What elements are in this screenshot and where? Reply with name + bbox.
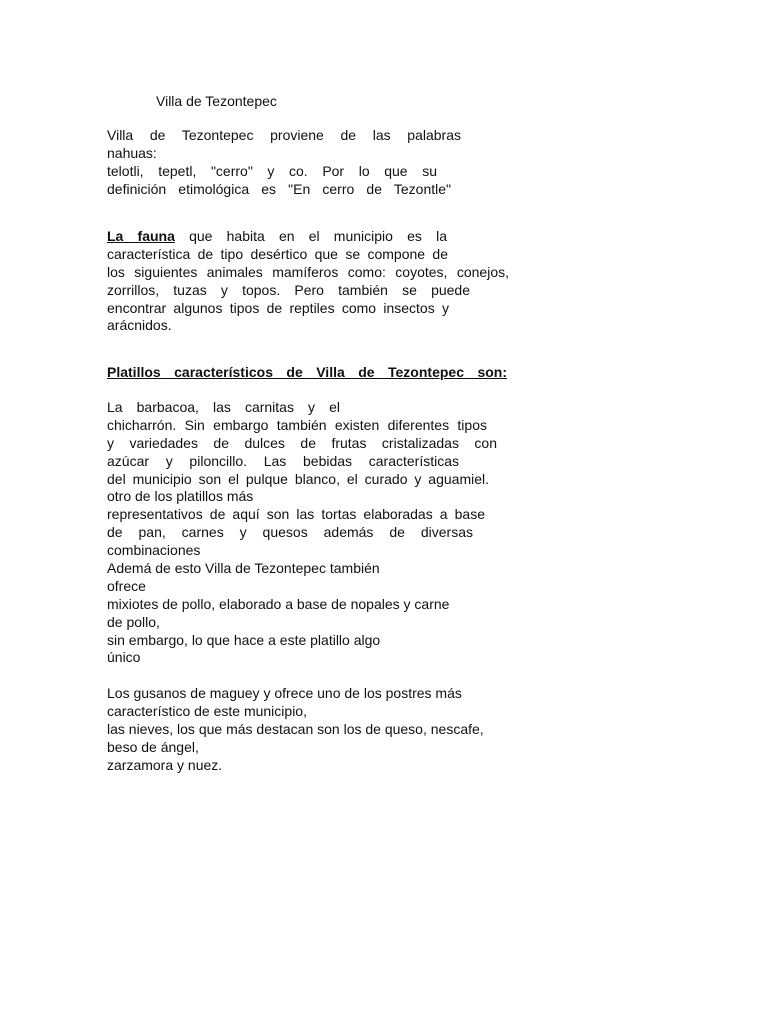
text-line: zarzamora y nuez. — [107, 756, 223, 773]
text-line: sin embargo, lo que hace a este platillo algo — [107, 631, 381, 648]
text-line: Ademá de esto Villa de Tezontepec también — [107, 560, 380, 577]
dishes-heading-block — [107, 364, 507, 382]
text-line: nahuas: — [107, 144, 157, 161]
text-line: encontrar algunos tipos de reptiles como insectos y — [107, 299, 449, 316]
text-line: característica de tipo desértico que se compone de — [107, 245, 448, 262]
text-line: Los gusanos de maguey y ofrece uno de los postres más — [107, 685, 462, 701]
text-line: definición etimológica es "En cerro de Tezontle" — [107, 180, 451, 197]
text-line: ofrece — [107, 577, 146, 594]
text-line: de pan, carnes y quesos además de diversas — [107, 524, 473, 541]
text-line: característico de este municipio, — [107, 702, 307, 719]
text-line: beso de ángel, — [107, 738, 199, 755]
text-line: arácnidos. — [107, 317, 172, 334]
text-line: del municipio son el pulque blanco, el curado y aguamiel. — [107, 470, 489, 487]
text-line: combinaciones — [107, 542, 201, 559]
text-line: único — [107, 649, 141, 666]
dishes-heading: Platillos característicos de Villa de Tezontepec son: — [107, 364, 507, 380]
text-line: otro de los platillos más — [107, 488, 254, 505]
fauna-heading: La fauna — [107, 228, 175, 244]
text-line: de pollo, — [107, 613, 160, 630]
fauna-paragraph — [107, 228, 509, 335]
text-line: y variedades de dulces de frutas cristalizadas con — [107, 434, 497, 451]
dishes-paragraph — [107, 399, 499, 667]
text-line: zorrillos, tuzas y topos. Pero también se puede — [107, 281, 470, 298]
text-line: telotli, tepetl, "cerro" y co. Por lo que su — [107, 162, 437, 179]
text-line: La barbacoa, las carnitas y el — [107, 399, 340, 415]
fauna-first-line — [107, 228, 447, 246]
desserts-paragraph — [107, 685, 512, 774]
fauna-first-line-text: que habita en el municipio es la — [189, 228, 447, 244]
text-line: chicharrón. Sin embargo también existen diferentes tipos — [107, 416, 487, 433]
text-line: Villa de Tezontepec proviene de las palabras — [107, 127, 461, 143]
text-line: las nieves, los que más destacan son los de queso, nescafe, — [107, 720, 484, 737]
etymology-paragraph — [107, 127, 461, 199]
text-line: representativos de aquí son las tortas elaboradas a base — [107, 506, 485, 523]
text-line: azúcar y piloncillo. Las bebidas características — [107, 452, 459, 469]
text-line: mixiotes de pollo, elaborado a base de nopales y carne — [107, 595, 450, 612]
text-line: los siguientes animales mamíferos como: coyotes, conejos, — [107, 263, 509, 280]
document-title: Villa de Tezontepec — [156, 93, 277, 109]
